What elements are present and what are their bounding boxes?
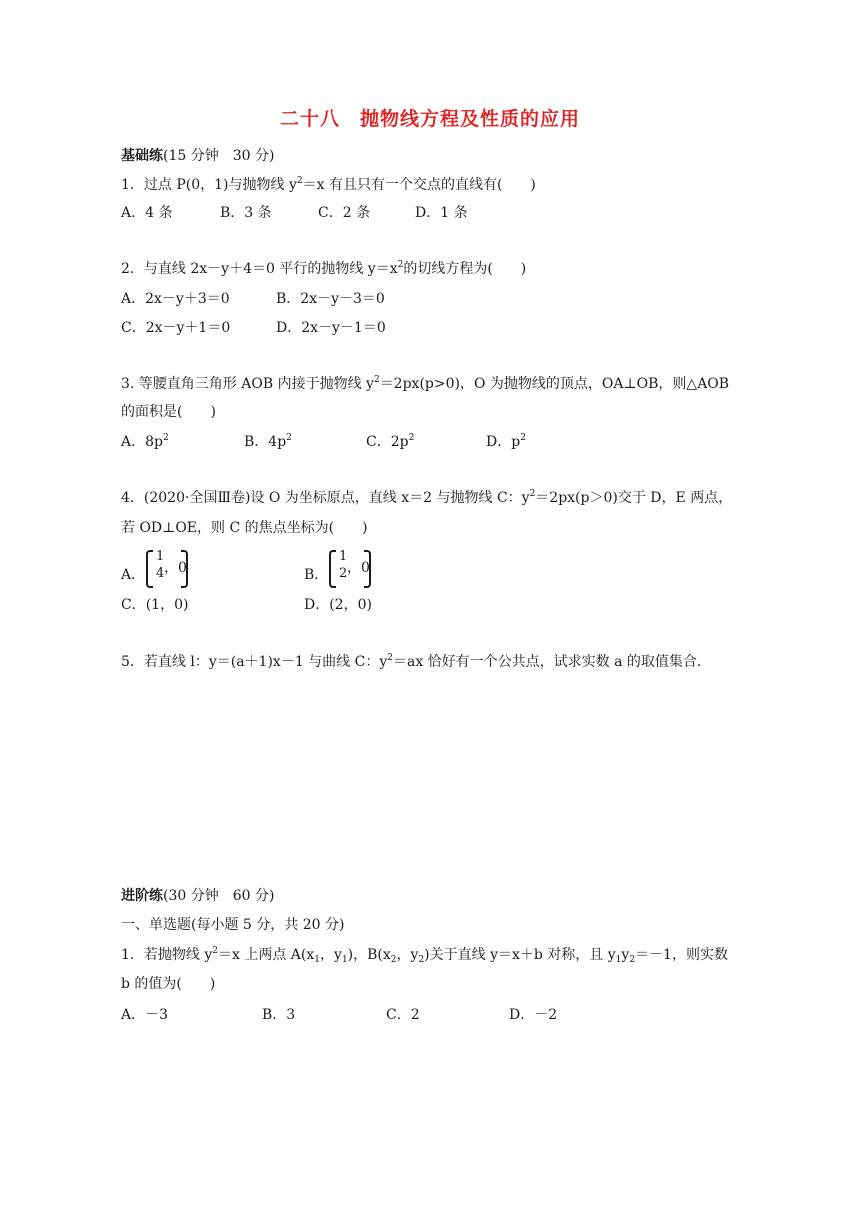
basic-time: (15 分钟 30 分) xyxy=(163,148,275,164)
q3-option-b: B．$4p^2$ xyxy=(244,433,292,450)
advanced-heading-label: 进阶练 xyxy=(121,888,163,904)
question-1: 1．过点 P(0，1)与抛物线 $y^2=x$ 有且只有一个交点的直线有( ) xyxy=(121,176,536,193)
q1-option-c: C．2 条 xyxy=(318,205,371,221)
advanced-question-1: 1．若抛物线 $y^2=x$ 上两点 $A(x_1$，$y_1$)，$B(x_2$，$y_2$)关于直线 y＝x＋b 对称，且 $y_1y_2=-1$，则实数 xyxy=(121,946,728,965)
q4-option-c: C．(1，0) xyxy=(121,597,189,613)
q2-option-d: D．2x－y－1＝0 xyxy=(276,320,386,336)
q3-option-d: D．$p^2$ xyxy=(486,433,526,450)
q2-option-b: B．2x－y－3＝0 xyxy=(276,291,385,307)
adv-q1-option-d: D．－2 xyxy=(509,1007,558,1023)
basic-section-heading xyxy=(121,146,274,166)
question-2: 2．与直线 2x－y＋4＝0 平行的抛物线 $y=x^2$的切线方程为( ) xyxy=(121,260,527,277)
q4-option-b-value: 1 2 ，0 xyxy=(329,550,371,586)
q1-option-d: D．1 条 xyxy=(415,205,468,221)
q2-option-a: A．2x－y＋3＝0 xyxy=(121,291,230,307)
q2-option-c: C．2x－y＋1＝0 xyxy=(121,320,231,336)
advanced-single-choice-heading: 一、单选题(每小题 5 分，共 20 分) xyxy=(121,917,345,933)
q3-option-c: C．$2p^2$ xyxy=(366,433,415,450)
question-5: 5．若直线 l：y＝(a＋1)x－1 与曲线 C：$y^2=ax$ 恰好有一个公共点，试求实数 a 的取值集合． xyxy=(121,653,711,670)
question-3-line-2: 的面积是( ) xyxy=(121,404,216,420)
adv-q1-option-b: B．3 xyxy=(262,1007,296,1023)
advanced-time: (30 分钟 60 分) xyxy=(163,888,275,904)
page-title: 二十八 抛物线方程及性质的应用 xyxy=(279,108,580,130)
q1-option-b: B．3 条 xyxy=(220,205,272,221)
basic-heading-label: 基础练 xyxy=(121,148,163,164)
worksheet-page: 二十八 抛物线方程及性质的应用 基础练(15 分钟 30 分) 1．过点 P(0，1)与抛物线 $y^2=x$ 有且只有一个交点的直线有( ) A．4 条 B．3 条 C．2 条 D．1 条 2．与直线 2x－y＋4＝0 平行的抛物线 $y=x^2$的切线方程为( ) A．2x－y＋3＝0 B．2x－y－3＝0 C．2x－y＋1＝0 D．2x－y－1＝0 3. 等腰直角三角形 AOB 内接于抛物线 $y^2=2px(p>0)$，O 为抛物线的顶点，OA⊥OB，则△AOB 的面积是( ) A．$8p^2$ B．$4p^2$ C．$2p^2$ D．$p^2$ 4．(2020·全国Ⅲ卷)设 O 为坐标原点，直线 x＝2 与抛物线 C：$y^2=2px(p>0)$交于 D，E 两点， 若 OD⊥OE，则 C 的焦点坐标为( ) A． 1 4 ，0 B． 1 2 ，0 C．(1，0) D．(2，0) 5．若直线 l：y＝(a＋1)x－1 与曲线 C：$y^2=ax$ 恰好有一个公共点，试求实数 a 的取值集合． 进阶练(30 分钟 60 分) 一、单选题(每小题 5 分，共 20 分) 1．若抛物线 $y^2=x$ 上两点 $A(x_1$，$y_1$)，$B(x_2$，$y_2$)关于直线 y＝x＋b 对称，且 $y_1y_2=-1$，则实数 b 的值为( ) A．－3 B．3 C．2 D．－2 xyxy=(0,0,860,1216)
advanced-question-1-line-2: b 的值为( ) xyxy=(121,976,216,992)
q4-option-a-value: 1 4 ，0 xyxy=(146,550,188,586)
question-4: 4．(2020·全国Ⅲ卷)设 O 为坐标原点，直线 x＝2 与抛物线 C：$y^2=2px(p>0)$交于 D，E 两点， xyxy=(121,489,733,506)
advanced-section-heading xyxy=(121,886,274,906)
adv-q1-option-a: A．－3 xyxy=(121,1007,169,1023)
q4-option-d: D．(2，0) xyxy=(304,597,372,613)
question-4-line-2: 若 OD⊥OE，则 C 的焦点坐标为( ) xyxy=(121,520,368,536)
adv-q1-option-c: C．2 xyxy=(386,1007,420,1023)
question-3: 3. 等腰直角三角形 AOB 内接于抛物线 $y^2=2px(p>0)$，O 为抛物线的顶点，OA⊥OB，则△AOB xyxy=(121,375,730,392)
q1-option-a: A．4 条 xyxy=(121,205,173,221)
q3-option-a: A．$8p^2$ xyxy=(121,433,169,450)
